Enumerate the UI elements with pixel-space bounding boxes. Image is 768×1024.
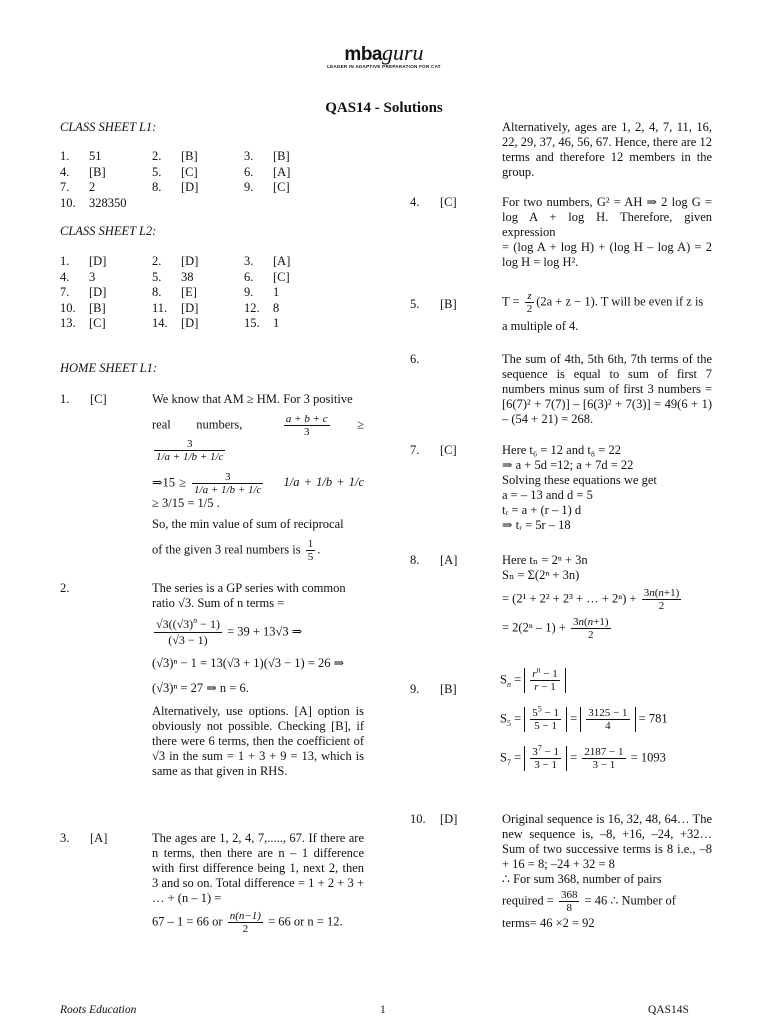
q7-line: Here t₆ = 12 and t₈ = 22 [502, 443, 621, 457]
page-title: QAS14 - Solutions [325, 100, 443, 116]
class-sheet-l1-answer: [B] [181, 149, 198, 163]
class-sheet-l1-answer: [C] [273, 180, 290, 194]
class-sheet-l2-answer: [C] [89, 316, 106, 330]
q9-answer: [B] [440, 682, 457, 696]
q9-s7-result: = 1093 [630, 750, 666, 765]
class-sheet-l1-answer: [C] [181, 164, 198, 179]
q5-number: 5. [410, 297, 420, 311]
class-sheet-l2-answer: 1 [273, 285, 280, 299]
q5-text1: (2a + z − 1). T will be even if z is [536, 294, 704, 309]
class-sheet-l2-answer: [C] [273, 269, 290, 284]
brand-logo [0, 40, 768, 69]
class-sheet-l2-answer: [D] [89, 254, 107, 268]
q1-line1: We know that AM ≥ HM. For 3 positive [152, 392, 353, 406]
q9-solution: $S_n$ = $\frac{r^n - 1}{r - 1}$ $S_5$ = $\frac{5^5 - 1}{5 - 1}$ = $\frac{3125 - 1}{4}$ = 781 $S_7$ = $\frac{3^7 - 1}{3 - 1}$ = $\frac{2187 - 1}{3 - 1}$ = 1093 [500, 665, 668, 771]
class-sheet-l2-answer: [E] [181, 285, 197, 299]
q7-number: 7. [410, 443, 420, 457]
q5-text2: a multiple of 4. [502, 319, 579, 333]
footer-right: QAS14S [648, 1004, 689, 1016]
class-sheet-l1-qnum: 7. [60, 180, 70, 194]
q3-last: 67 – 1 = 66 or [152, 914, 223, 929]
q8-eq1: = (2¹ + 2² + 2³ + … + 2ⁿ) + [502, 591, 637, 606]
q3-text: The ages are 1, 2, 4, 7,....., 67. If there are n terms, then there are n – 1 difference with first difference being 1, next 2, then 3 and so on. Total difference = 1 + 2 + 3 + … + (n – 1) = [152, 831, 364, 905]
class-sheet-l1-qnum: 3. [244, 149, 254, 163]
q10-text: Original sequence is 16, 32, 48, 64… The new sequence is, –8, +16, –24, +32… Sum of two successive terms is 8 i.e., –8 + 16 = 8; –24 + 32 = 8 [502, 812, 712, 871]
q2-line2: ratio √3. Sum of n terms = [152, 596, 285, 610]
class-sheet-l2-qnum: 4. [60, 269, 70, 284]
q4-solution [502, 195, 712, 270]
q8-solution: Here tₙ = 2ⁿ + 3n Sₙ = Σ(2ⁿ + 3n) = (2¹ + 2² + 2³ + … + 2ⁿ) + $\frac{3n(n+1)}{2}$ = 2(2ⁿ – 1) + $\frac{3n(n+1)}{2}$ [502, 553, 717, 641]
class-sheet-l1-qnum [152, 196, 181, 212]
logo-mba: mba [344, 44, 382, 65]
class-sheet-l2-answer: 38 [181, 269, 194, 284]
q1-answer: [C] [90, 392, 107, 406]
class-sheet-l2-qnum: 6. [244, 269, 254, 284]
class-sheet-l1-answer: 2 [89, 180, 96, 194]
class-sheet-l2-qnum: 15. [244, 316, 260, 330]
class-sheet-l2-answer: [B] [89, 300, 106, 315]
class-sheet-l2-answer: [D] [181, 316, 199, 330]
class-sheet-l2-answer: [A] [273, 254, 291, 268]
q2-line1: The series is a GP series with common [152, 581, 346, 595]
q7-solution [502, 443, 712, 533]
q6-solution: The sum of 4th, 5th 6th, 7th terms of the sequence is equal to sum of first 7 numbers minus sum of first 3 numbers = [6(7)² + 7(7)] – [6(3)² + 7(3)] = 49(6 + 1) – (54 + 21) = 268. [502, 352, 712, 426]
q1-line2: real numbers, [152, 417, 243, 432]
q2-solution: The series is a GP series with common ratio √3. Sum of n terms = $\frac{√3((√3)^n - 1)}{(√3 - 1)}$ = 39 + 13√3 ⇒ (√3)ⁿ − 1 = 13(√3 + 1)(√3 − 1) = 26 ⇒ (√3)ⁿ = 27 ⇒ n = 6. Alternatively, use options. [A] option is obviously not possible. Checking [B], if there were 6 terms, then the coefficient of √3 in the sum = 1 + 3 + 9 = 13, which is same as that given in RHS. [152, 581, 364, 778]
q2-number: 2. [60, 581, 70, 595]
q4-text: For two numbers, G² = AH ⇒ 2 log G = log A + log H. Therefore, given expression [502, 195, 712, 239]
class-sheet-l1-qnum: 4. [60, 164, 70, 179]
class-sheet-l2-heading: CLASS SHEET L2: [60, 224, 157, 238]
class-sheet-l2-qnum: 10. [60, 300, 76, 315]
class-sheet-l1-answer: [A] [273, 164, 291, 179]
q10-req: required = [502, 893, 554, 908]
q3-answer: [A] [90, 831, 108, 845]
class-sheet-l2-table [60, 254, 333, 332]
q8-eq2: = 2(2ⁿ – 1) + [502, 620, 566, 635]
q4-answer: [C] [440, 195, 457, 209]
q10-solution: Original sequence is 16, 32, 48, 64… The new sequence is, –8, +16, –24, +32… Sum of two successive terms is 8 i.e., –8 + 16 = 8; –24 + 32 = 8 ∴ For sum 368, number of pairs required = $\frac{368}{8}$ = 46 ∴ Number of terms= 46 ×2 = 92 [502, 812, 712, 930]
class-sheet-l1-qnum: 1. [60, 149, 70, 163]
q8-line: Here tₙ = 2ⁿ + 3n [502, 553, 588, 567]
q1-conclusion2: of the given 3 real numbers is [152, 542, 301, 557]
class-sheet-l2-answer: [D] [181, 254, 199, 268]
class-sheet-l2-qnum: 7. [60, 285, 70, 299]
class-sheet-l2-qnum: 12. [244, 300, 260, 315]
q3-number: 3. [60, 831, 70, 845]
q2-alternative: Alternatively, use options. [A] option is obviously not possible. Checking [B], if there were 6 terms, then the coefficient of √3 in the sum = 1 + 3 + 9 = 13, which is same as that given in RHS. [152, 704, 364, 778]
class-sheet-l1-answer: [B] [273, 149, 290, 163]
q1-solution: We know that AM ≥ HM. For 3 positive real numbers, $\frac{a + b + c}{3}$ ≥ $\frac{3}{1/a + 1/b + 1/c}$ ⇒15 ≥ $\frac{3}{1/a + 1/b + 1/c}$ 1/a + 1/b + 1/c ≥ 3/15 = 1/5 . So, the min value of sum of reciprocal of the given 3 real numbers is $\frac{1}{5}$ . [152, 392, 364, 563]
q10-answer: [D] [440, 812, 458, 826]
class-sheet-l1-qnum: 5. [152, 164, 162, 179]
q2-eq1: = 39 + 13√3 ⇒ [227, 624, 303, 639]
class-sheet-l1-qnum: 8. [152, 180, 162, 194]
q7-line: tᵣ = a + (r – 1) d [502, 503, 582, 517]
class-sheet-l2-qnum: 13. [60, 316, 76, 330]
class-sheet-l1-qnum: 2. [152, 149, 162, 163]
q9-s5-result: = 781 [638, 711, 668, 726]
class-sheet-l1-qnum: 9. [244, 180, 254, 194]
q8-answer: [A] [440, 553, 458, 567]
class-sheet-l2-qnum: 9. [244, 285, 254, 299]
class-sheet-l1-answer: 328350 [89, 195, 127, 210]
q6-number: 6. [410, 352, 420, 366]
q10-line2: ∴ For sum 368, number of pairs [502, 872, 662, 886]
class-sheet-l1-table [60, 149, 333, 211]
class-sheet-l2-qnum: 11. [152, 300, 168, 315]
q10-req2: = 46 ∴ Number of [584, 893, 676, 908]
class-sheet-l2-answer: [D] [181, 300, 199, 315]
class-sheet-l1-heading: CLASS SHEET L1: [60, 120, 157, 134]
q7-line: ⇒ a + 5d =12; a + 7d = 22 [502, 458, 634, 472]
class-sheet-l2-qnum: 2. [152, 254, 162, 268]
class-sheet-l2-qnum: 8. [152, 285, 162, 299]
q10-number: 10. [410, 812, 426, 826]
class-sheet-l2-answer: 3 [89, 269, 96, 284]
q10-last: terms= 46 ×2 = 92 [502, 916, 595, 930]
q7-answer: [C] [440, 443, 457, 457]
class-sheet-l1-qnum: 10. [60, 195, 76, 210]
class-sheet-l1-answer: 51 [89, 149, 102, 163]
class-sheet-l1-answer [273, 196, 333, 212]
class-sheet-l2-qnum: 5. [152, 269, 162, 284]
q7-line: ⇒ tᵣ = 5r – 18 [502, 518, 571, 532]
q4-eq: = (log A + log H) + (log H – log A) = 2 log H = log H². [502, 240, 712, 269]
q4-number: 4. [410, 195, 420, 209]
class-sheet-l2-answer: [D] [89, 285, 107, 299]
class-sheet-l2-qnum: 1. [60, 254, 70, 268]
q2-eq2: (√3)ⁿ − 1 = 13(√3 + 1)(√3 − 1) = 26 ⇒ [152, 656, 345, 670]
page-number: 1 [380, 1004, 386, 1016]
q9-number: 9. [410, 682, 420, 696]
footer-left: Roots Education [60, 1004, 137, 1016]
class-sheet-l2-qnum: 3. [244, 254, 254, 268]
q7-line: a = – 13 and d = 5 [502, 488, 593, 502]
logo-guru: guru [382, 40, 424, 65]
class-sheet-l1-answer: [B] [89, 164, 106, 179]
home-sheet-l1-heading: HOME SHEET L1: [60, 361, 157, 375]
q5-solution: T = $\frac{z}{2}$ (2a + z − 1). T will be even if z is a multiple of 4. [502, 290, 712, 334]
q3-solution: The ages are 1, 2, 4, 7,....., 67. If there are n terms, then there are n – 1 difference with first difference being 1, next 2, then 3 and so on. Total difference = 1 + 2 + 3 + … + (n – 1) = 67 – 1 = 66 or $\frac{n(n-1)}{2}$ = 66 or n = 12. [152, 831, 364, 935]
class-sheet-l2-answer: 8 [273, 300, 280, 315]
class-sheet-l1-qnum: 6. [244, 164, 254, 179]
class-sheet-l1-answer [181, 196, 244, 212]
logo-tagline: LEADER IN ADAPTIVE PREPARATION FOR CAT [327, 64, 441, 69]
q8-line: Sₙ = Σ(2ⁿ + 3n) [502, 568, 580, 582]
q1-number: 1. [60, 392, 70, 406]
q5-answer: [B] [440, 297, 457, 311]
q8-number: 8. [410, 553, 420, 567]
class-sheet-l1-qnum [244, 196, 273, 212]
q2-eq3: (√3)ⁿ = 27 ⇒ n = 6. [152, 681, 249, 695]
class-sheet-l2-qnum: 14. [152, 316, 168, 330]
q3-last2: = 66 or n = 12. [268, 914, 343, 929]
q7-line: Solving these equations we get [502, 473, 657, 487]
class-sheet-l1-answer: [D] [181, 180, 199, 194]
class-sheet-l2-answer: 1 [273, 316, 280, 330]
q1-conclusion: So, the min value of sum of reciprocal [152, 517, 344, 531]
q3-alternative: Alternatively, ages are 1, 2, 4, 7, 11, 16, 22, 29, 37, 46, 56, 67. Hence, there are 12 terms and therefore 12 members in the group. [502, 120, 712, 179]
